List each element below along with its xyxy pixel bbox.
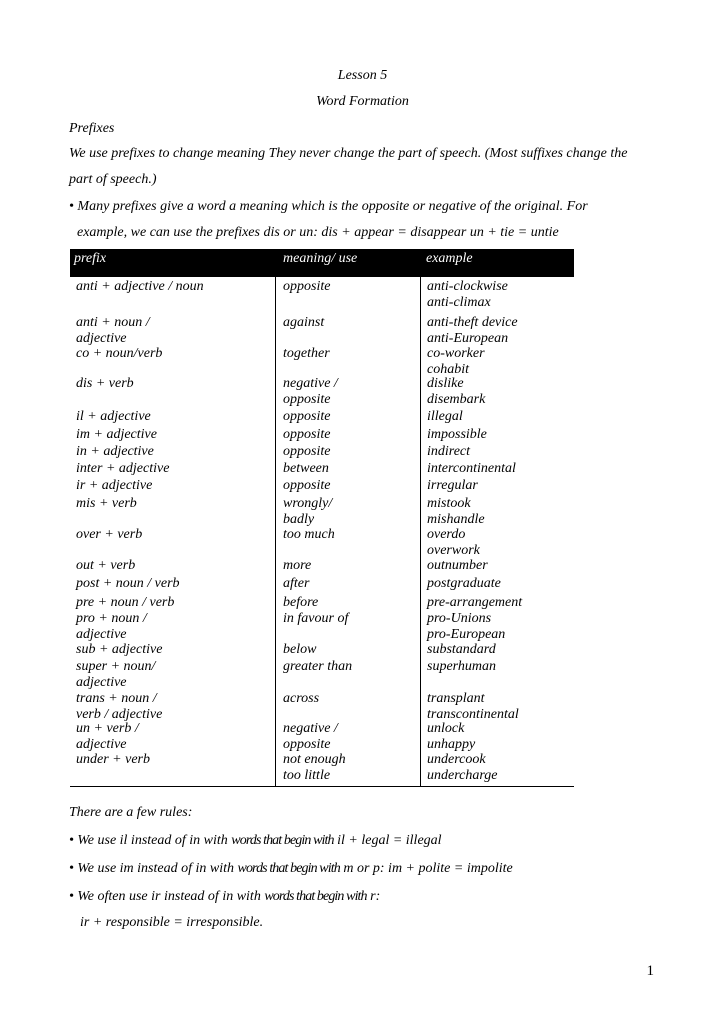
table-cell-prefix: out + verb	[76, 558, 136, 573]
intro-line-2: part of speech.)	[69, 172, 157, 187]
lesson-label: Lesson 5	[337, 68, 388, 83]
rule-2-text: words that begin with	[237, 861, 340, 876]
rule-1-text: words that begin with	[231, 833, 334, 848]
table-cell-meaning: together	[283, 346, 330, 361]
table-cell-example: pre-arrangement	[427, 595, 523, 610]
column-divider	[420, 277, 421, 787]
table-cell-prefix: il + adjective	[76, 409, 151, 424]
table-cell-example: undercharge	[427, 767, 498, 783]
page-number: 1	[646, 963, 654, 979]
rule-1-text: il + legal = illegal	[333, 833, 442, 848]
bullet-1-line-2: example, we can use the prefixes dis or un: dis + appear = disappear un + tie = untie	[77, 225, 559, 240]
table-cell-example: intercontinental	[427, 461, 516, 476]
table-cell-prefix: under + verb	[76, 752, 150, 767]
table-cell-meaning: greater than	[283, 659, 353, 674]
table-cell-prefix: sub + adjective	[76, 642, 163, 657]
table-cell-prefix: co + noun/verb	[76, 346, 163, 361]
table-cell-meaning: opposite	[283, 444, 331, 459]
table-cell-prefix: dis + verb	[76, 376, 134, 391]
table-cell-example: anti-climax	[427, 294, 491, 310]
table-header	[70, 249, 574, 277]
table-cell-meaning: against	[283, 315, 325, 330]
table-cell-example: anti-clockwise	[427, 279, 508, 294]
rule-1	[69, 833, 442, 849]
table-cell-prefix: in + adjective	[76, 444, 154, 459]
table-cell-prefix: verb / adjective	[76, 706, 163, 722]
rule-2-text: • We use im instead of in with	[69, 861, 238, 876]
table-cell-prefix: pre + noun / verb	[76, 595, 175, 610]
rule-2	[69, 861, 513, 877]
table-cell-meaning: too little	[283, 767, 331, 783]
table-cell-meaning: opposite	[283, 409, 331, 424]
table-cell-prefix: adjective	[76, 626, 127, 642]
prefixes-heading: Prefixes	[69, 121, 115, 136]
table-cell-prefix: adjective	[76, 330, 127, 346]
table-cell-meaning: negative /	[283, 376, 338, 391]
rule-3-text: • We often use ir instead of in with	[69, 889, 265, 904]
table-cell-prefix: adjective	[76, 736, 127, 752]
header-example: example	[426, 251, 473, 266]
bullet-1-line-1: • Many prefixes give a word a meaning which is the opposite or negative of the original. For	[69, 199, 588, 214]
rule-3	[69, 889, 380, 905]
table-cell-meaning: negative /	[283, 721, 338, 736]
table-cell-prefix: mis + verb	[76, 496, 137, 511]
table-cell-meaning: below	[283, 642, 317, 657]
rule-1-text: • We use il instead of in with	[69, 833, 232, 848]
table-cell-example: undercook	[427, 752, 486, 767]
header-meaning: meaning/ use	[283, 251, 358, 266]
rule-3-text: words that begin with	[264, 889, 367, 904]
table-cell-example: pro-Unions	[427, 611, 492, 626]
table-cell-meaning: wrongly/	[283, 496, 333, 511]
table-cell-prefix: inter + adjective	[76, 461, 170, 476]
table-cell-example: mishandle	[427, 511, 485, 527]
table-cell-meaning: between	[283, 461, 329, 476]
table-cell-example: unlock	[427, 721, 465, 736]
table-cell-example: overdo	[427, 527, 466, 542]
table-cell-prefix: adjective	[76, 674, 127, 690]
table-cell-prefix: super + noun/	[76, 659, 156, 674]
table-cell-example: superhuman	[427, 659, 496, 674]
intro-line-1: We use prefixes to change meaning They never change the part of speech. (Most suffixes change the	[69, 146, 628, 161]
table-bottom-rule	[70, 786, 574, 787]
table-cell-prefix: anti + adjective / noun	[76, 279, 204, 294]
rule-3-text: r:	[366, 889, 381, 904]
table-cell-example: transcontinental	[427, 706, 519, 722]
table-cell-prefix: anti + noun /	[76, 315, 150, 330]
table-cell-example: pro-European	[427, 626, 506, 642]
prefix-table	[70, 249, 574, 787]
header-prefix: prefix	[74, 251, 107, 266]
table-cell-prefix: un + verb /	[76, 721, 139, 736]
table-cell-example: anti-European	[427, 330, 509, 346]
table-cell-example: impossible	[427, 427, 487, 442]
table-cell-meaning: more	[283, 558, 312, 573]
page-title: Word Formation	[316, 94, 409, 109]
table-cell-example: mistook	[427, 496, 471, 511]
table-cell-meaning: before	[283, 595, 319, 610]
table-cell-example: cohabit	[427, 361, 469, 377]
table-cell-example: irregular	[427, 478, 478, 493]
table-cell-meaning: badly	[283, 511, 315, 527]
table-cell-meaning: after	[283, 576, 310, 591]
table-cell-example: dislike	[427, 376, 464, 391]
table-cell-meaning: in favour of	[283, 611, 349, 626]
table-cell-example: postgraduate	[427, 576, 501, 591]
table-cell-meaning: across	[283, 691, 320, 706]
table-cell-prefix: trans + noun /	[76, 691, 157, 706]
column-divider	[275, 277, 276, 787]
table-cell-prefix: post + noun / verb	[76, 576, 180, 591]
table-cell-prefix: pro + noun /	[76, 611, 147, 626]
table-cell-meaning: opposite	[283, 736, 331, 752]
table-cell-example: illegal	[427, 409, 463, 424]
table-cell-prefix: im + adjective	[76, 427, 157, 442]
table-cell-example: substandard	[427, 642, 496, 657]
table-cell-example: indirect	[427, 444, 471, 459]
table-cell-meaning: opposite	[283, 279, 331, 294]
table-cell-example: overwork	[427, 542, 480, 558]
rule-2-text: m or p: im + polite = impolite	[339, 861, 513, 876]
table-cell-example: unhappy	[427, 736, 476, 752]
table-cell-example: transplant	[427, 691, 485, 706]
table-cell-meaning: not enough	[283, 752, 346, 767]
table-cell-example: outnumber	[427, 558, 488, 573]
table-cell-example: disembark	[427, 391, 486, 407]
table-cell-prefix: ir + adjective	[76, 478, 153, 493]
table-cell-meaning: opposite	[283, 391, 331, 407]
table-cell-example: co-worker	[427, 346, 485, 361]
table-cell-meaning: opposite	[283, 478, 331, 493]
rule-3-line-2: ir + responsible = irresponsible.	[80, 915, 264, 930]
table-cell-meaning: too much	[283, 527, 335, 542]
table-cell-meaning: opposite	[283, 427, 331, 442]
table-cell-example: anti-theft device	[427, 315, 518, 330]
table-cell-prefix: over + verb	[76, 527, 143, 542]
rules-heading: There are a few rules:	[69, 805, 193, 820]
